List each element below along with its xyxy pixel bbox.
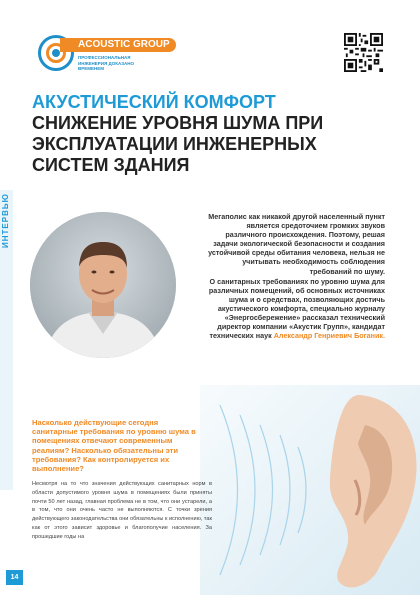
section-label	[0, 190, 13, 250]
author-name: Александр Генриевич Боганик.	[273, 331, 385, 341]
section-label-text: ИНТЕРВЬЮ	[1, 193, 10, 248]
logo-tagline: ПРОФЕССИОНАЛЬНАЯ ИНЖЕНЕРИЯ ДОКАЗАНО ВРЕМЕНЕМ	[78, 55, 135, 71]
logo-brand: ACOUSTIC GROUP	[60, 38, 176, 52]
page-number: 14	[6, 570, 23, 585]
portrait-photo	[30, 212, 176, 358]
title-line-1: АКУСТИЧЕСКИЙ КОМФОРТ	[32, 92, 276, 112]
qr-code-icon	[344, 33, 383, 72]
body-text: Несмотря на то что значения действующих санитарных норм в области допустимого уровня шума в помещениях были приняты почти 50 лет назад, главная проблема не в том, что они устарели, а в том, что они очень часто не выполняются. С точки зрения действующего законодательства они обязательны к исполнению, так как от этого зависит здоровье и благополучие населения. За прошедшие годы на	[32, 481, 212, 540]
interview-question: Насколько действующие сегодня санитарные требования по уровню шума в помещениях отвечают современным реалиям? Насколько обязательны эти требования? Как контролируется их выполнение?	[32, 418, 196, 474]
intro-text	[205, 212, 385, 341]
intro-paragraph-2: О санитарных требованиях по уровню шума для различных помещений, об основных источниках шума и о средствах, позволяющих достичь акустического комфорта, специально журналу «Энергосбережение» рассказал технический директор компании «Акустик Групп», кандидат технических наук	[208, 276, 385, 341]
intro-paragraph-1: Мегаполис как никакой другой населенный пункт является средоточием громких звуков различного происхождения. Поэтому, решая задачи экологической безопасности и создания устойчивой среды обитания человека, нельзя не учитывать необходимость соблюдения требований по шуму.	[208, 212, 385, 276]
article-title	[32, 92, 392, 176]
title-line-2: СНИЖЕНИЕ УРОВНЯ ШУМА ПРИ ЭКСПЛУАТАЦИИ ИНЖЕНЕРНЫХ СИСТЕМ ЗДАНИЯ	[32, 113, 324, 175]
ear-sound-waves-image	[200, 385, 420, 595]
company-logo	[38, 35, 173, 75]
